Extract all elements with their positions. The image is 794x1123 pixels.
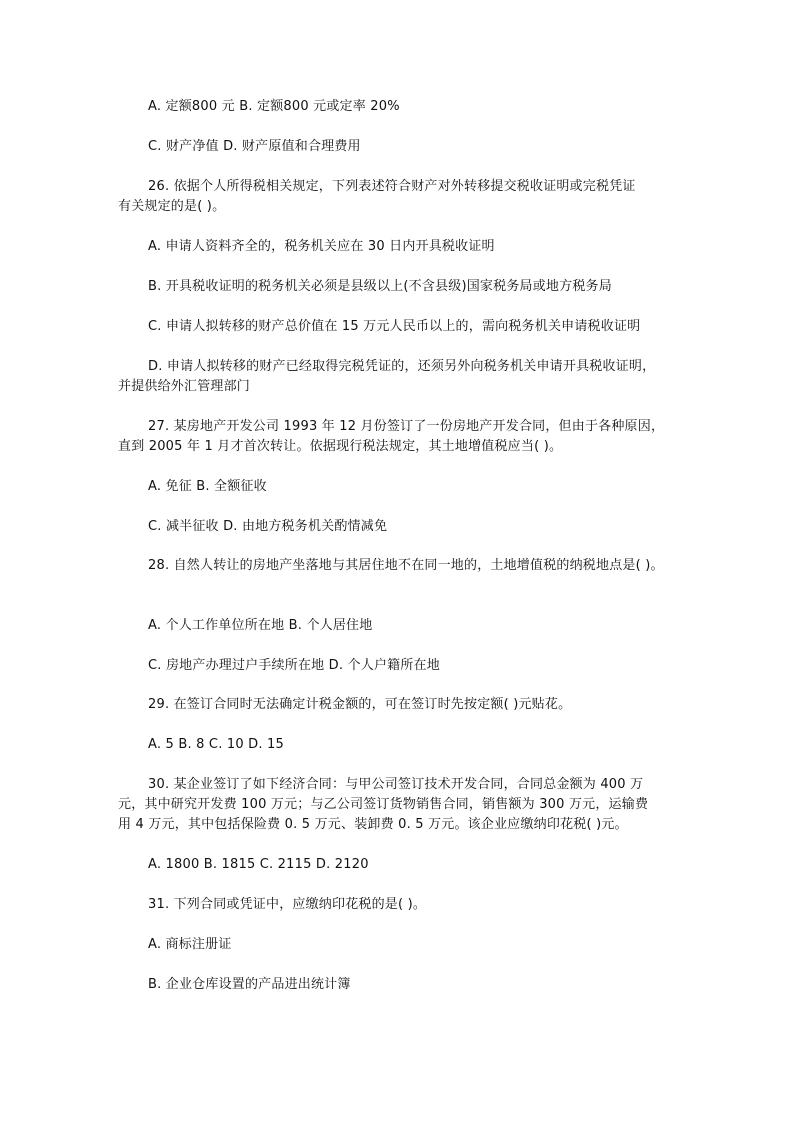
q26-stem-line2: 有关规定的是( )。 (118, 199, 226, 214)
q30-stem-line2: 元，其中研究开发费 100 万元；与乙公司签订货物销售合同，销售额为 300 万元，运输费 (118, 797, 649, 812)
q26-stem-line1: 26. 依据个人所得税相关规定，下列表述符合财产对外转移提交税收证明或完税凭证 (148, 179, 636, 194)
q27-option-cd: C. 减半征收 D. 由地方税务机关酌情减免 (148, 519, 388, 534)
q31-option-a: A. 商标注册证 (148, 937, 232, 952)
q26-option-d-line2: 并提供给外汇管理部门 (118, 379, 251, 394)
q26-option-d-line1: D. 申请人拟转移的财产已经取得完税凭证的，还须另外向税务机关申请开具税收证明， (148, 359, 656, 374)
q30-options: A. 1800 B. 1815 C. 2115 D. 2120 (148, 857, 369, 872)
q28-option-cd: C. 房地产办理过户手续所在地 D. 个人户籍所在地 (148, 658, 440, 673)
q29-stem: 29. 在签订合同时无法确定计税金额的，可在签订时先按定额( )元贴花。 (148, 697, 572, 712)
q27-option-ab: A. 免征 B. 全额征收 (148, 479, 267, 494)
q26-option-b: B. 开具税收证明的税务机关必须是县级以上(不含县级)国家税务局或地方税务局 (148, 279, 612, 294)
q28-stem: 28. 自然人转让的房地产坐落地与其居住地不在同一地的，土地增值税的纳税地点是( )。 (148, 558, 664, 573)
q31-stem: 31. 下列合同或凭证中，应缴纳印花税的是( )。 (148, 897, 427, 912)
q25-option-ab: A. 定额800 元 B. 定额800 元或定率 20% (148, 99, 400, 114)
q27-stem-line1: 27. 某房地产开发公司 1993 年 12 月份签订了一份房地产开发合同，但由于各种原因， (148, 419, 665, 434)
q26-option-a: A. 申请人资料齐全的，税务机关应在 30 日内开具税收证明 (148, 239, 495, 254)
q29-options: A. 5 B. 8 C. 10 D. 15 (148, 737, 284, 752)
q27-stem-line2: 直到 2005 年 1 月才首次转让。依据现行税法规定，其土地增值税应当( )。 (118, 439, 563, 454)
q28-option-ab: A. 个人工作单位所在地 B. 个人居住地 (148, 618, 373, 633)
q30-stem-line1: 30. 某企业签订了如下经济合同：与甲公司签订技术开发合同，合同总金额为 400 万 (148, 777, 644, 792)
q30-stem-line3: 用 4 万元，其中包括保险费 0. 5 万元、装卸费 0. 5 万元。该企业应缴纳印花税( )元。 (118, 817, 628, 832)
q26-option-c: C. 申请人拟转移的财产总价值在 15 万元人民币以上的，需向税务机关申请税收证明 (148, 319, 641, 334)
q31-option-b: B. 企业仓库设置的产品进出统计簿 (148, 977, 351, 992)
q25-option-cd: C. 财产净值 D. 财产原值和合理费用 (148, 139, 361, 154)
